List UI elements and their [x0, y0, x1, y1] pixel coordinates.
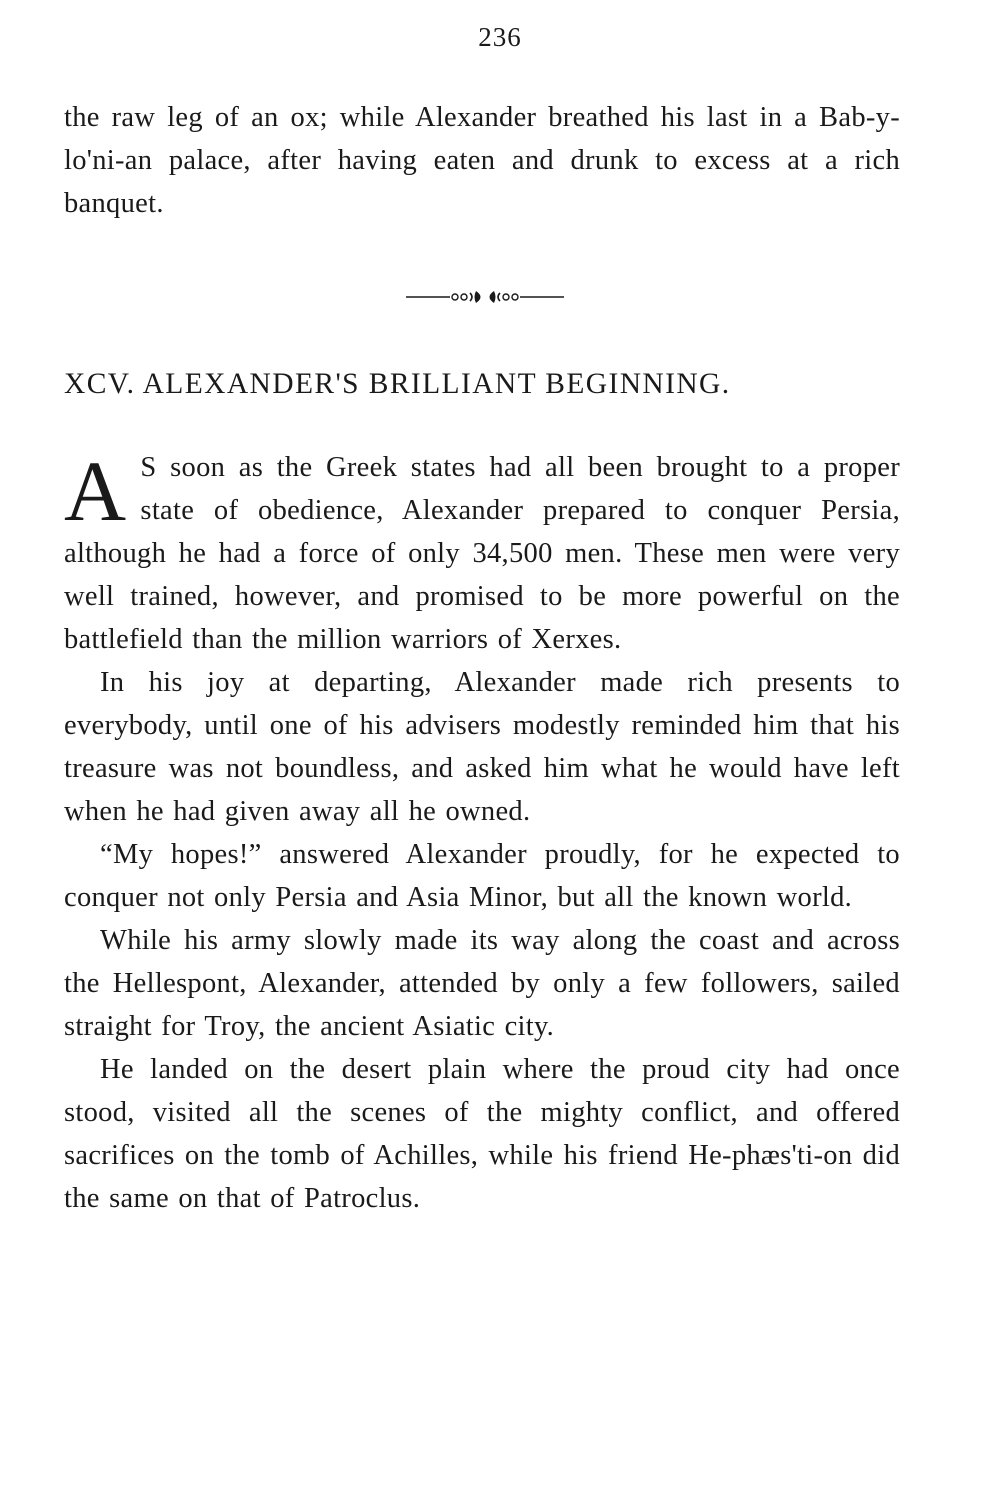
decorative-divider-icon [406, 285, 564, 309]
paragraph-2: In his joy at departing, Alexander made rich presents to everybody, until one of his advisers modestly reminded him that his treasure was not boundless, and asked him what he would have left when he had given away all he owned. [64, 667, 900, 827]
continuation-paragraph: the raw leg of an ox; while Alexander breathed his last in a Bab-y-lo'ni-an palace, after having eaten and drunk to excess at a rich banquet. [64, 102, 900, 219]
drop-cap: A [64, 443, 127, 539]
paragraph-5: He landed on the desert plain where the proud city had once stood, visited all the scenes of the mighty conflict, and offered sacrifices on the tomb of Achilles, while his friend He-phæs'ti-on did the same on that of Patroclus. [64, 1054, 900, 1214]
paragraph-3: “My hopes!” answered Alexander proudly, for he expected to conquer not only Persia and Asia Minor, but all the known world. [64, 839, 900, 913]
paragraph-4: While his army slowly made its way along the coast and across the Hellespont, Alexander, attended by only a few followers, sailed straight for Troy, the ancient Asiatic city. [64, 925, 900, 1042]
chapter-body [64, 443, 900, 1220]
paragraph-1-text: S soon as the Greek states had all been brought to a proper state of obedience, Alexander prepared to conquer Persia, although he had a force of only 34,500 men. These men were very well trained, however, and promised to be more powerful on the battlefield than the million warriors of Xerxes. [64, 452, 900, 655]
page-number: 236 [478, 22, 522, 52]
chapter-title: XCV. ALEXANDER'S BRILLIANT BEGINNING. [64, 368, 731, 400]
paragraph-1 [64, 443, 900, 661]
